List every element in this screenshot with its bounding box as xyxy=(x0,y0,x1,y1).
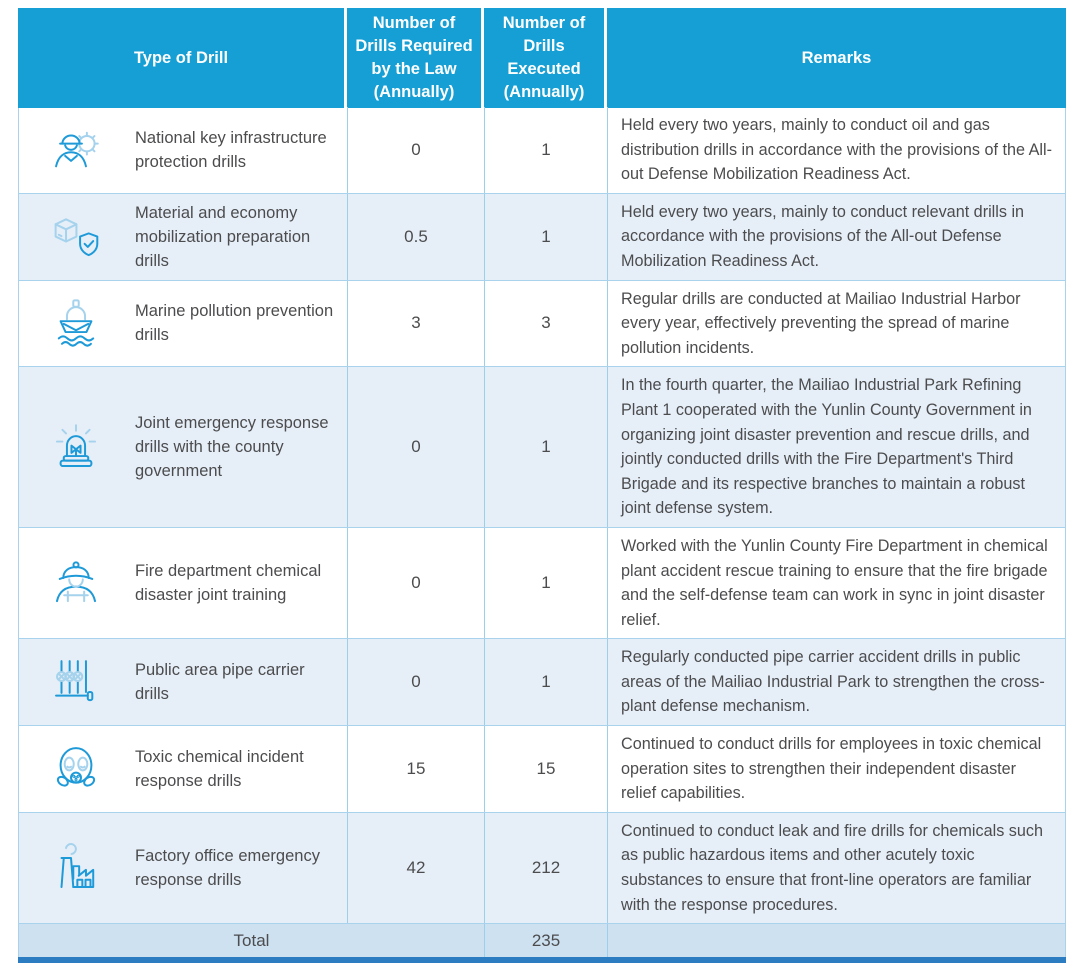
drill-type-label: National key infrastructure protection drills xyxy=(135,128,327,171)
table-row-factory-office-emergency xyxy=(18,813,1066,924)
executed-count: 1 xyxy=(485,367,608,527)
col-header-remarks: Remarks xyxy=(607,8,1066,108)
total-remarks-empty xyxy=(608,924,1065,957)
table-row-joint-emergency-response xyxy=(18,367,1066,528)
table-row-national-key-infrastructure xyxy=(18,107,1066,194)
ship-icon xyxy=(43,293,109,353)
remarks-text: Continued to conduct leak and fire drills for chemicals such as public hazardous items and other acutely toxic substances to ensure that front-line operators are familiar with the response procedures. xyxy=(621,821,1043,914)
remarks-text: Regularly conducted pipe carrier accident drills in public areas of the Mailiao Industrial Park to strengthen the cross-plant defense mechanism. xyxy=(621,648,1045,716)
firefighter-icon xyxy=(43,553,109,613)
executed-count: 3 xyxy=(485,281,608,367)
drill-type-label: Marine pollution prevention drills xyxy=(135,302,334,345)
table-header-row xyxy=(18,8,1066,104)
drill-type-label: Public area pipe carrier drills xyxy=(135,661,305,704)
total-label: Total xyxy=(19,924,485,957)
drill-type-label: Fire department chemical disaster joint training xyxy=(135,562,322,605)
factory-icon xyxy=(43,838,109,898)
drill-type-label: Factory office emergency response drills xyxy=(135,847,320,890)
remarks-text: Held every two years, mainly to conduct oil and gas distribution drills in accordance with the provisions of the All-out Defense Mobilization Readiness Act. xyxy=(621,116,1052,184)
col-header-type-of-drill: Type of Drill xyxy=(18,8,347,108)
required-count: 0 xyxy=(348,367,485,527)
remarks-text: Worked with the Yunlin County Fire Department in chemical plant accident rescue training to ensure that the fire brigade and the self-defense team can work in sync in joint disaster relief. xyxy=(621,536,1048,629)
remarks-text: Continued to conduct drills for employees in toxic chemical operation sites to strengthen their independent disaster relief capabilities. xyxy=(621,735,1042,803)
required-count: 3 xyxy=(348,281,485,367)
table-row-public-area-pipe-carrier xyxy=(18,639,1066,726)
total-executed-count: 235 xyxy=(485,924,608,957)
pipeline-valves-icon xyxy=(43,652,109,712)
executed-count: 1 xyxy=(485,107,608,193)
drill-type-label: Toxic chemical incident response drills xyxy=(135,747,304,790)
executed-count: 1 xyxy=(485,528,608,638)
executed-count: 212 xyxy=(485,813,608,923)
executed-count: 1 xyxy=(485,194,608,280)
siren-icon xyxy=(43,417,109,477)
col-header-drills-executed: Number of Drills Executed (Annually) xyxy=(484,8,607,108)
remarks-text: Regular drills are conducted at Mailiao Industrial Harbor every year, effectively preventing the spread of marine pollution incidents. xyxy=(621,289,1021,357)
table-row-fire-department-joint-training xyxy=(18,528,1066,639)
remarks-text: In the fourth quarter, the Mailiao Industrial Park Refining Plant 1 cooperated with the Yunlin County Government in organizing joint disaster prevention and rescue drills, and jointly conducted drills with the Fire Department's Third Brigade and its respective branches to maintain a robust joint defense system. xyxy=(621,376,1032,518)
executed-count: 1 xyxy=(485,639,608,725)
drill-type-label: Joint emergency response drills with the county government xyxy=(135,414,329,481)
required-count: 42 xyxy=(348,813,485,923)
table-row-material-economy-mobilization xyxy=(18,194,1066,281)
gas-mask-icon xyxy=(43,739,109,799)
required-count: 0.5 xyxy=(348,194,485,280)
table-row-marine-pollution-prevention xyxy=(18,281,1066,368)
executed-count: 15 xyxy=(485,726,608,812)
box-shield-icon xyxy=(43,207,109,267)
table-row-toxic-chemical-response xyxy=(18,726,1066,813)
worker-gear-icon xyxy=(43,120,109,180)
required-count: 0 xyxy=(348,528,485,638)
col-header-drills-required: Number of Drills Required by the Law (Annually) xyxy=(347,8,484,108)
required-count: 0 xyxy=(348,639,485,725)
table-bottom-accent-bar xyxy=(18,957,1066,963)
required-count: 15 xyxy=(348,726,485,812)
drill-type-label: Material and economy mobilization preparation drills xyxy=(135,203,311,270)
required-count: 0 xyxy=(348,107,485,193)
remarks-text: Held every two years, mainly to conduct relevant drills in accordance with the provisions of the All-out Defense Mobilization Readiness Act. xyxy=(621,202,1025,270)
table-body xyxy=(18,106,1066,957)
table-total-row xyxy=(18,924,1066,957)
